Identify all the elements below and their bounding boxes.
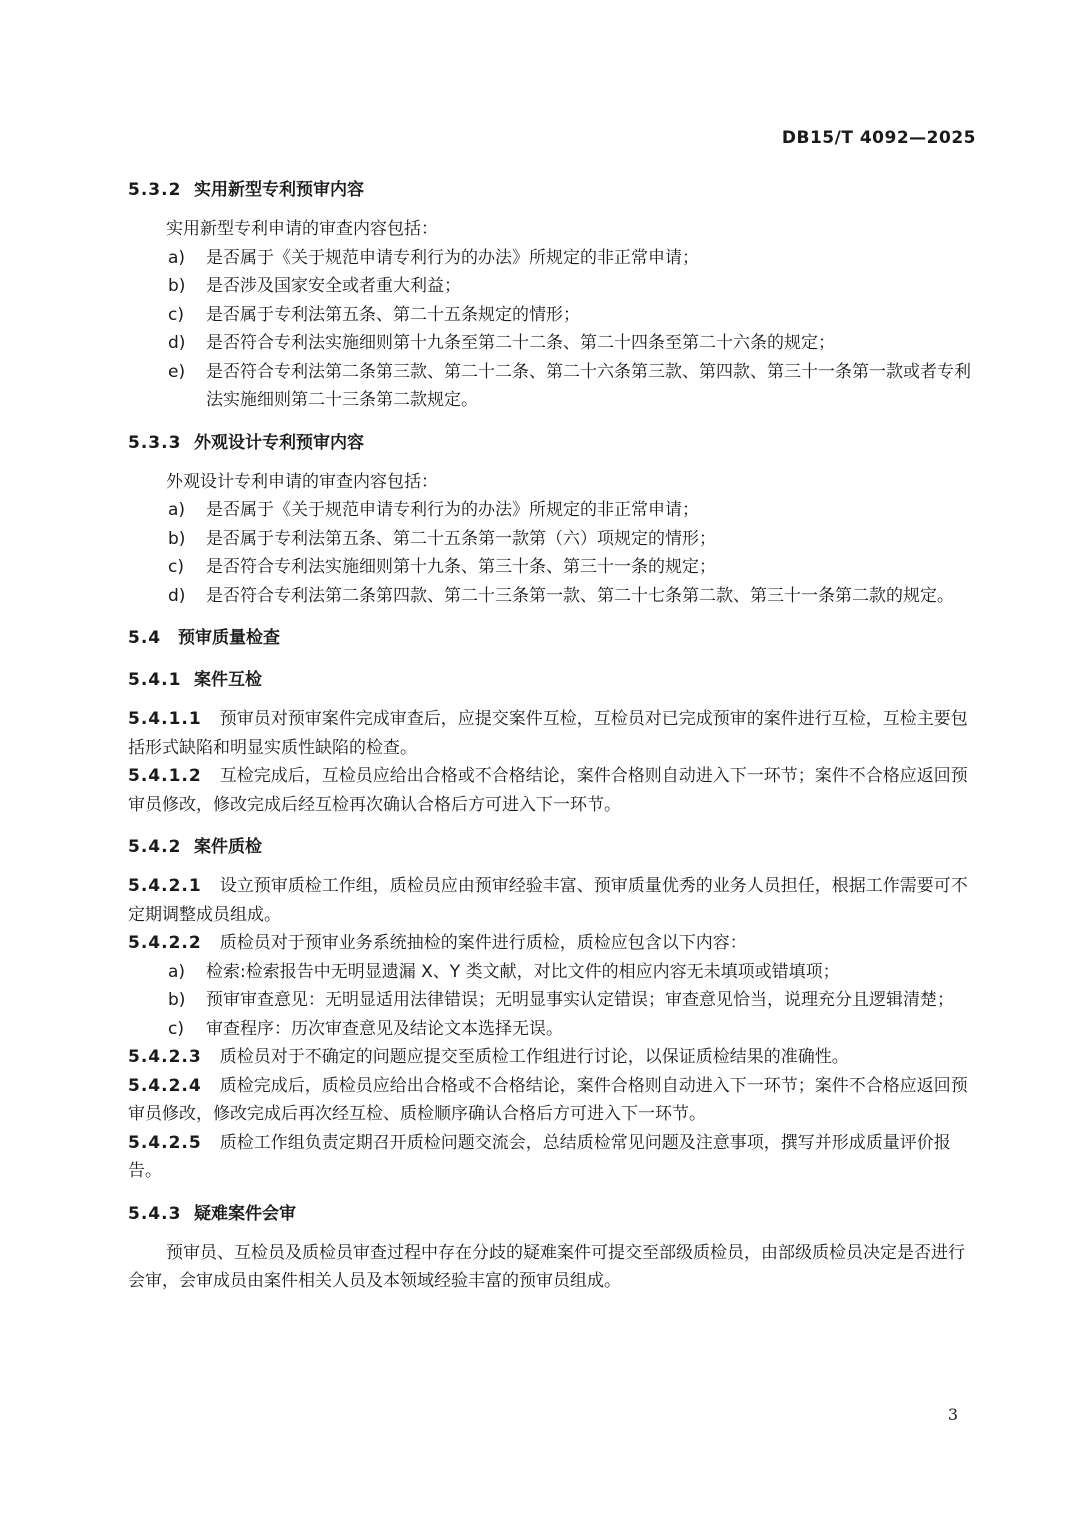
document-code: DB15/T 4092—2025 <box>781 128 976 148</box>
list-item-text: 是否属于专利法第五条、第二十五条规定的情形； <box>206 304 580 325</box>
clause-5-4-2-2 <box>128 929 978 958</box>
section-title: 实用新型专利预审内容 <box>194 180 364 200</box>
list-marker: d) <box>168 585 186 606</box>
list-marker: c) <box>168 304 184 325</box>
clause-number: 5.4.2.4 <box>128 1075 202 1096</box>
clause-text: 质检工作组负责定期召开质检问题交流会，总结质检常见问题及注意事项，撰写并形成质量评价报告。 <box>128 1132 951 1181</box>
list-item-text: 是否属于专利法第五条、第二十五条第一款第（六）项规定的情形； <box>206 528 716 549</box>
section-number: 5.4.3 <box>128 1203 182 1224</box>
list-item <box>128 525 978 554</box>
section-heading-5-3-3 <box>128 429 978 457</box>
clause-number: 5.4.1.1 <box>128 709 202 729</box>
clause-number: 5.4.1.2 <box>128 766 202 786</box>
section-heading-5-4 <box>128 624 978 652</box>
list-item <box>128 329 978 358</box>
section-title: 案件互检 <box>194 670 262 690</box>
list-item <box>128 244 978 273</box>
section-number: 5.4.1 <box>128 670 182 690</box>
list-item-text: 是否符合专利法实施细则第十九条至第二十二条、第二十四条至第二十六条的规定； <box>206 333 835 353</box>
clause-5-4-2-5 <box>128 1129 978 1186</box>
section-title: 疑难案件会审 <box>194 1203 296 1224</box>
list-item-text: 是否符合专利法第二条第三款、第二十二条、第二十六条第三款、第四款、第三十一条第一款或者专利法实施细则第二十三条第二款规定。 <box>206 361 971 410</box>
list-marker: c) <box>168 1018 184 1039</box>
section-number: 5.4 <box>128 628 162 648</box>
list-item <box>128 272 978 301</box>
section-intro: 外观设计专利申请的审查内容包括： <box>166 471 438 492</box>
clause-5-4-2-1 <box>128 872 978 929</box>
clause-number: 5.4.2.5 <box>128 1132 202 1153</box>
clause-text: 质检员对于预审业务系统抽检的案件进行质检，质检应包含以下内容： <box>219 933 747 953</box>
document-body <box>128 176 978 1296</box>
list-item-text: 预审审查意见：无明显适用法律错误；无明显事实认定错误；审查意见恰当，说理充分且逻辑清楚； <box>206 990 954 1010</box>
section-number: 5.3.2 <box>128 180 182 200</box>
clause-number: 5.4.2.1 <box>128 876 202 896</box>
list-marker: a) <box>168 961 186 982</box>
list-item <box>128 301 978 330</box>
clause-number: 5.4.2.2 <box>128 933 202 953</box>
list-item <box>128 958 978 987</box>
section-title: 预审质量检查 <box>178 628 280 648</box>
list-item <box>128 496 978 525</box>
list-marker: a) <box>168 500 186 520</box>
page-number: 3 <box>947 1405 958 1424</box>
clause-number: 5.4.2.3 <box>128 1047 202 1067</box>
list-marker: b) <box>168 276 186 296</box>
list-item-text: 审查程序：历次审查意见及结论文本选择无误。 <box>206 1018 563 1039</box>
clause-text: 互检完成后，互检员应给出合格或不合格结论，案件合格则自动进入下一环节；案件不合格应返回预审员修改，修改完成后经互检再次确认合格后方可进入下一环节。 <box>128 766 968 815</box>
section-heading-5-4-1 <box>128 666 978 694</box>
section-heading-5-3-2 <box>128 176 978 204</box>
clause-5-4-1-2 <box>128 762 978 819</box>
section-number: 5.3.3 <box>128 432 182 453</box>
list-item <box>128 582 978 611</box>
list-item <box>128 1015 978 1044</box>
list-marker: a) <box>168 247 186 268</box>
list-item-text: 是否属于《关于规范申请专利行为的办法》所规定的非正常申请； <box>206 247 699 268</box>
section-paragraph: 预审员、互检员及质检员审查过程中存在分歧的疑难案件可提交至部级质检员，由部级质检员决定是否进行会审，会审成员由案件相关人员及本领域经验丰富的预审员组成。 <box>128 1242 965 1291</box>
list-marker: d) <box>168 333 186 353</box>
clause-text: 质检员对于不确定的问题应提交至质检工作组进行讨论，以保证质检结果的准确性。 <box>219 1047 849 1067</box>
list-item <box>128 358 978 415</box>
clause-text: 预审员对预审案件完成审查后，应提交案件互检，互检员对已完成预审的案件进行互检，互检主要包括形式缺陷和明显实质性缺陷的检查。 <box>128 709 968 758</box>
list-item-text: 是否符合专利法实施细则第十九条、第三十条、第三十一条的规定； <box>206 557 716 577</box>
list-marker: c) <box>168 557 184 577</box>
list-item <box>128 986 978 1015</box>
list-item <box>128 553 978 582</box>
clause-5-4-1-1 <box>128 705 978 762</box>
section-number: 5.4.2 <box>128 837 182 857</box>
list-marker: b) <box>168 990 186 1010</box>
list-item-text: 是否属于《关于规范申请专利行为的办法》所规定的非正常申请； <box>206 500 699 520</box>
list-item-text: 是否涉及国家安全或者重大利益； <box>206 276 461 296</box>
list-item-text: 是否符合专利法第二条第四款、第二十三条第一款、第二十七条第二款、第三十一条第二款的规定。 <box>206 585 954 606</box>
list-marker: e) <box>168 361 186 382</box>
section-heading-5-4-2 <box>128 833 978 861</box>
list-item-text: 检索:检索报告中无明显遗漏 X、Y 类文献，对比文件的相应内容无未填项或错填项； <box>206 961 840 982</box>
section-title: 案件质检 <box>194 837 262 857</box>
clause-text: 质检完成后，质检员应给出合格或不合格结论，案件合格则自动进入下一环节；案件不合格应返回预审员修改，修改完成后再次经互检、质检顺序确认合格后方可进入下一环节。 <box>128 1075 968 1124</box>
clause-5-4-2-3 <box>128 1043 978 1072</box>
list-marker: b) <box>168 528 186 549</box>
clause-5-4-2-4 <box>128 1072 978 1129</box>
section-heading-5-4-3 <box>128 1200 978 1228</box>
section-intro: 实用新型专利申请的审查内容包括： <box>166 219 438 239</box>
clause-text: 设立预审质检工作组，质检员应由预审经验丰富、预审质量优秀的业务人员担任，根据工作需要可不定期调整成员组成。 <box>128 876 968 925</box>
section-title: 外观设计专利预审内容 <box>194 432 364 453</box>
